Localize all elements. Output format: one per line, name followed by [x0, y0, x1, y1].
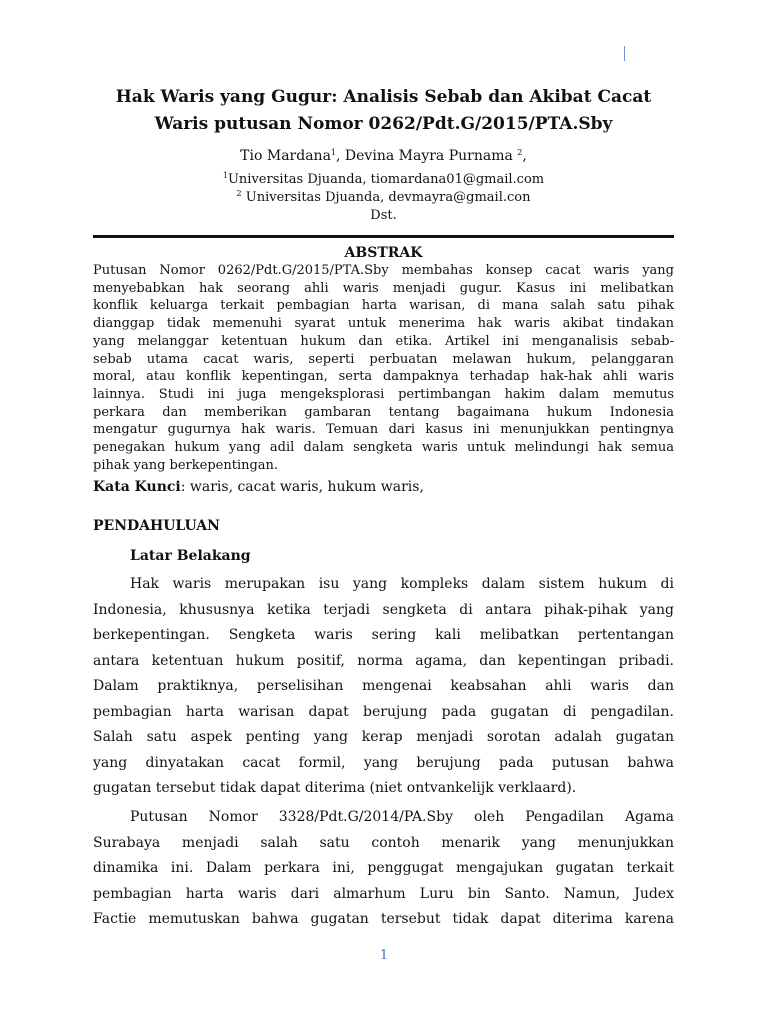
keywords-value: : waris, cacat waris, hukum waris,: [180, 479, 424, 495]
header-divider: [93, 235, 674, 238]
abstract-line: perkara dan memberikan gambaran tentang bagaimana hukum Indonesia: [93, 404, 674, 420]
affiliation-2: [93, 189, 674, 207]
paragraph-line: pembagian harta waris dari almarhum Luru bin Santo. Namun, Judex: [93, 885, 674, 902]
paragraph-line: yang dinyatakan cacat formil, yang berujung pada putusan bahwa: [93, 754, 674, 771]
paragraph-line: Indonesia, khususnya ketika terjadi sengketa di antara pihak-pihak yang: [93, 601, 674, 618]
paragraph-line: berkepentingan. Sengketa waris sering kali melibatkan pertentangan: [93, 627, 674, 643]
section-heading: PENDAHULUAN: [93, 518, 220, 534]
affiliation-1-marker: 1: [222, 171, 228, 180]
abstract-line: yang melanggar ketentuan hukum dan etika. Artikel ini menganalisis sebab-: [93, 333, 674, 349]
affiliation-1: [93, 171, 674, 189]
text-cursor-mark: [624, 46, 625, 61]
author-separator: ,: [336, 148, 345, 164]
affiliation-2-marker: 2: [236, 189, 242, 198]
abstract-line: Putusan Nomor 0262/Pdt.G/2015/PTA.Sby membahas konsep cacat waris yang: [93, 263, 674, 278]
affiliation-1-text: Universitas Djuanda, tiomardana01@gmail.com: [227, 172, 545, 187]
keywords: [93, 477, 674, 497]
paragraph-line: Putusan Nomor 3328/Pdt.G/2014/PA.Sby oleh Pengadilan Agama: [130, 809, 674, 825]
title-line-1: Hak Waris yang Gugur: Analisis Sebab dan Akibat Cacat: [115, 87, 652, 107]
author-trailing: ,: [522, 148, 527, 164]
page-number: 1: [379, 948, 389, 963]
author-list: [93, 146, 674, 166]
document-title: [93, 84, 674, 138]
abstract-body: [93, 262, 674, 474]
affiliation-2-text: Universitas Djuanda, devmayra@gmail.con: [241, 190, 531, 205]
title-line-2: Waris putusan Nomor 0262/Pdt.G/2015/PTA.Sby: [154, 114, 613, 134]
paragraph-line: antara ketentuan hukum positif, norma agama, dan kepentingan pribadi.: [93, 652, 674, 669]
author-2-marker: 2: [517, 148, 523, 157]
abstract-line: menyebabkan hak seorang ahli waris menjadi gugur. Kasus ini melibatkan: [93, 280, 674, 296]
abstract-heading: ABSTRAK: [344, 245, 423, 261]
author-2-name: Devina Mayra Purnama: [344, 148, 518, 164]
paragraph-1: [93, 572, 674, 802]
paragraph-line: Factie memutuskan bahwa gugatan tersebut tidak dapat diterima karena: [93, 911, 674, 927]
paragraph-line: gugatan tersebut tidak dapat diterima (niet ontvankelijk verklaard).: [93, 780, 577, 796]
affiliation-3-text: Dst.: [370, 208, 397, 223]
abstract-line: pihak yang berkepentingan.: [93, 457, 279, 473]
author-1-marker: 1: [330, 148, 337, 157]
paragraph-line: Hak waris merupakan isu yang kompleks dalam sistem hukum di: [130, 576, 674, 592]
paragraph-line: Surabaya menjadi salah satu contoh menarik yang menunjukkan: [93, 834, 674, 851]
abstract-line: mengatur gugurnya hak waris. Temuan dari kasus ini menunjukkan pentingnya: [93, 422, 674, 438]
paragraph-line: dinamika ini. Dalam perkara ini, penggugat mengajukan gugatan terkait: [93, 860, 674, 876]
abstract-line: lainnya. Studi ini juga mengeksplorasi pertimbangan hakim dalam memutus: [93, 386, 674, 402]
abstract-line: moral, atau konflik kepentingan, serta dampaknya terhadap hak-hak ahli waris: [93, 369, 674, 385]
keywords-label: Kata Kunci: [93, 479, 181, 495]
abstract-line: konflik keluarga terkait pembagian harta warisan, di mana salah satu pihak: [93, 298, 674, 314]
paragraph-line: Dalam praktiknya, perselisihan mengenai keabsahan ahli waris dan: [93, 678, 674, 694]
abstract-line: penegakan hukum yang adil dalam sengketa waris untuk melindungi hak semua: [93, 440, 674, 456]
paragraph-line: Salah satu aspek penting yang kerap menjadi sorotan adalah gugatan: [93, 729, 674, 745]
subsection-heading: Latar Belakang: [130, 548, 251, 564]
abstract-line: dianggap tidak memenuhi syarat untuk menerima hak waris akibat tindakan: [93, 316, 674, 332]
abstract-line: sebab utama cacat waris, seperti perbuatan melawan hukum, pelanggaran: [93, 351, 674, 367]
affiliation-3: [93, 207, 674, 225]
author-1-name: Tio Mardana: [240, 148, 331, 164]
paragraph-2: [93, 805, 674, 933]
paragraph-line: pembagian harta warisan dapat berujung pada gugatan di pengadilan.: [93, 703, 674, 720]
